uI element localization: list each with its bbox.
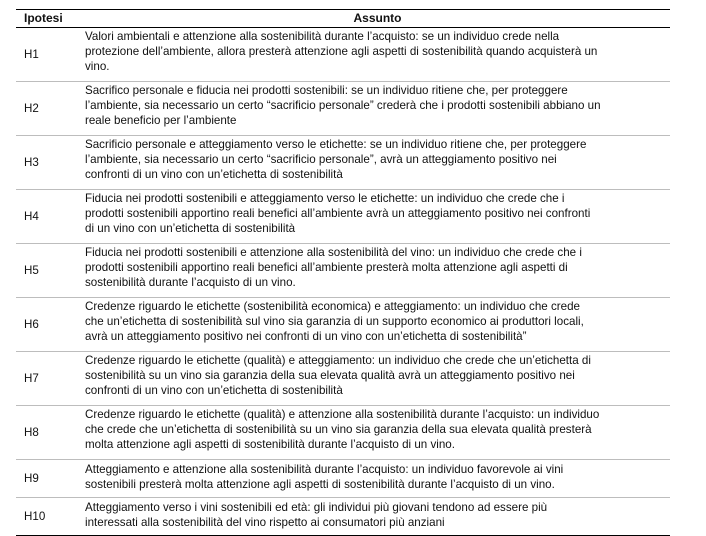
hypothesis-statement (81, 298, 670, 352)
statement-line: sostenibilità su un vino sia garanzia della sua elevata qualità avrà un atteggiamento positivo nei (85, 369, 575, 382)
statement-line: sostenibilità durante l’acquisto di un vino. (85, 276, 296, 289)
statement-line: Fiducia nei prodotti sostenibili e atteggiamento verso le etichette: un individuo che crede che i (85, 192, 565, 205)
statement-line: l’ambiente, sia necessario un certo “sacrificio personale” crederà che i prodotti sostenibili abbiano un (85, 99, 601, 112)
hypothesis-code: H1 (16, 28, 81, 82)
statement-line: molta attenzione agli aspetti di sostenibilità durante l’acquisto di un vino. (85, 438, 455, 451)
statement-line: protezione dell’ambiente, allora presterà attenzione agli aspetti di sostenibilità quando acquisterà un (85, 45, 598, 58)
statement-line: Sacrifico personale e fiducia nei prodotti sostenibili: se un individuo ritiene che, per proteggere (85, 84, 568, 97)
statement-line: prodotti sostenibili apportino reali benefici all’ambiente avrà un atteggiamento positivo nei confronti (85, 207, 591, 220)
hypothesis-code: H5 (16, 244, 81, 298)
hypothesis-code: H4 (16, 190, 81, 244)
table-row (16, 28, 670, 82)
statement-line: Credenze riguardo le etichette (qualità) e atteggiamento: un individuo che crede che un’etichetta di (85, 354, 591, 367)
statement-line: confronti di un vino con un’etichetta di sostenibilità (85, 384, 343, 397)
statement-line: di un vino con un’etichetta di sostenibilità (85, 222, 296, 235)
hypothesis-statement (81, 406, 670, 460)
statement-line: Atteggiamento e attenzione alla sostenibilità durante l’acquisto: un individuo favorevole ai vini (85, 463, 564, 476)
table-row (16, 136, 670, 190)
hypothesis-statement (81, 136, 670, 190)
table-row (16, 298, 670, 352)
column-header-ipotesi: Ipotesi (16, 10, 81, 28)
hypothesis-statement (81, 498, 670, 536)
hypothesis-code: H2 (16, 82, 81, 136)
table-row (16, 244, 670, 298)
hypothesis-statement (81, 82, 670, 136)
hypothesis-code: H7 (16, 352, 81, 406)
statement-line: Credenze riguardo le etichette (sostenibilità economica) e atteggiamento: un individuo che crede (85, 300, 580, 313)
statement-line: che crede che un’etichetta di sostenibilità su un vino sia garanzia della sua elevata qualità presterà (85, 423, 592, 436)
statement-line: vino. (85, 60, 110, 73)
hypothesis-statement (81, 352, 670, 406)
table-body (16, 28, 670, 536)
hypothesis-code: H9 (16, 460, 81, 498)
column-header-assunto: Assunto (81, 10, 670, 28)
hypothesis-code: H6 (16, 298, 81, 352)
statement-line: Atteggiamento verso i vini sostenibili ed età: gli individui più giovani tendono ad essere più (85, 501, 548, 514)
statement-line: che un’etichetta di sostenibilità sul vino sia garanzia di un supporto economico ai produttori locali, (85, 315, 584, 328)
statement-line: Fiducia nei prodotti sostenibili e attenzione alla sostenibilità del vino: un individuo che crede che i (85, 246, 582, 259)
statement-line: sostenibili presterà molta attenzione agli aspetti di sostenibilità durante l’acquisto di un vino. (85, 478, 555, 491)
hypothesis-statement (81, 460, 670, 498)
table-row (16, 498, 670, 536)
table-row (16, 82, 670, 136)
hypothesis-code: H8 (16, 406, 81, 460)
table-row (16, 460, 670, 498)
statement-line: prodotti sostenibili apportino reali benefici all’ambiente presterà molta attenzione agli aspetti di (85, 261, 568, 274)
hypothesis-code: H10 (16, 498, 81, 536)
statement-line: Valori ambientali e attenzione alla sostenibilità durante l’acquisto: se un individuo crede nella (85, 30, 560, 43)
hypothesis-statement (81, 28, 670, 82)
table-row (16, 190, 670, 244)
table-row (16, 406, 670, 460)
statement-line: Credenze riguardo le etichette (qualità) e attenzione alla sostenibilità durante l’acquisto: un individuo (85, 408, 600, 421)
hypotheses-table-container (16, 9, 670, 536)
statement-line: l’ambiente, sia necessario un certo “sacrificio personale”, avrà un atteggiamento positivo nei (85, 153, 557, 166)
statement-line: Sacrificio personale e atteggiamento verso le etichette: se un individuo ritiene che, per proteggere (85, 138, 587, 151)
table-row (16, 352, 670, 406)
table-header (16, 10, 670, 28)
statement-line: confronti di un vino con un’etichetta di sostenibilità (85, 168, 343, 181)
statement-line: reale beneficio per l’ambiente (85, 114, 237, 127)
header-row (16, 10, 670, 28)
hypothesis-statement (81, 244, 670, 298)
hypotheses-table (16, 9, 670, 536)
statement-line: interessati alla sostenibilità del vino rispetto ai consumatori più anziani (85, 516, 445, 529)
hypothesis-code: H3 (16, 136, 81, 190)
statement-line: avrà un atteggiamento positivo nei confronti di un vino con un’etichetta di sostenibilità” (85, 330, 527, 343)
hypothesis-statement (81, 190, 670, 244)
